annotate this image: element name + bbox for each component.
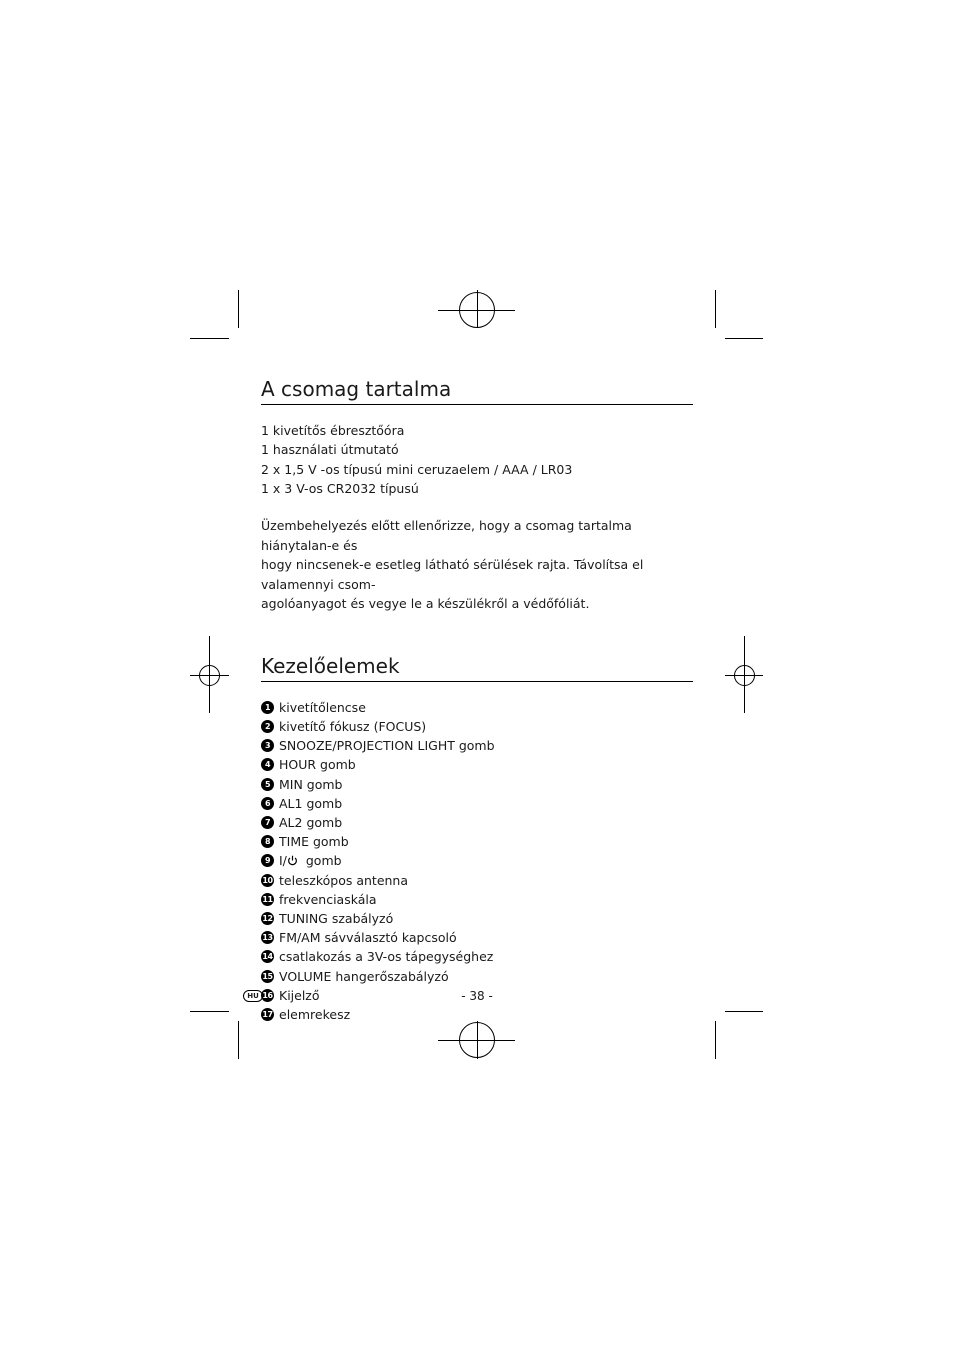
page-number: - 38 - [461, 989, 493, 1003]
crop-mark [190, 1011, 229, 1012]
item-label: SNOOZE/PROJECTION LIGHT gomb [279, 738, 495, 754]
number-badge: 4 [261, 758, 274, 771]
number-badge: 13 [262, 933, 273, 943]
list-item [261, 698, 693, 717]
number-badge: 10 [262, 875, 273, 885]
number-badge: 6 [261, 797, 274, 810]
list-item [261, 755, 693, 774]
number-badge: 15 [262, 971, 273, 981]
crop-mark [715, 290, 716, 328]
list-item: 2 x 1,5 V -os típusú mini ceruzaelem / AAA / LR03 [261, 461, 573, 477]
crop-mark [238, 1021, 239, 1059]
item-label: FM/AM sávválasztó kapcsoló [279, 930, 457, 946]
list-item [261, 909, 693, 928]
crop-mark [190, 338, 229, 339]
item-label-prefix: I/ [279, 853, 287, 869]
language-badge: HU [243, 990, 263, 1002]
list-item [261, 736, 693, 755]
item-label: kivetítőlencse [279, 699, 366, 715]
number-badge: 17 [262, 1010, 273, 1020]
number-badge: 16 [262, 990, 273, 1000]
number-badge: 2 [261, 720, 274, 733]
item-label: csatlakozás a 3V-os tápegységhez [279, 949, 494, 965]
number-badge: 3 [261, 739, 274, 752]
power-icon [287, 855, 298, 866]
item-label: TIME gomb [279, 834, 349, 850]
list-item [261, 813, 693, 832]
item-label: AL1 gomb [279, 795, 343, 811]
crop-mark [725, 1011, 763, 1012]
list-item [261, 1005, 693, 1024]
item-label: AL2 gomb [279, 814, 343, 830]
number-badge: 5 [261, 778, 274, 791]
section-title-controls: Kezelőelemek [261, 653, 693, 682]
item-label: HOUR gomb [279, 757, 356, 773]
item-label: TUNING szabályzó [279, 910, 394, 926]
list-item [261, 967, 693, 986]
list-item [261, 890, 693, 909]
crop-mark [238, 290, 239, 328]
number-badge: 7 [261, 816, 274, 829]
controls-section [261, 653, 693, 1024]
item-label: Kijelző [279, 987, 320, 1003]
list-item [261, 851, 693, 870]
list-item [261, 928, 693, 947]
list-item [261, 947, 693, 966]
number-badge: 9 [261, 854, 274, 867]
list-item: 1 használati útmutató [261, 442, 399, 458]
page-content [261, 376, 693, 1024]
number-badge: 1 [261, 701, 274, 714]
inspection-paragraph [261, 516, 693, 614]
item-label: teleszkópos antenna [279, 872, 409, 888]
package-contents-list [261, 421, 693, 498]
item-label: MIN gomb [279, 776, 343, 792]
list-item: 1 kivetítős ébresztőóra [261, 423, 405, 438]
paragraph-line: hogy nincsenek-e esetleg látható sérülések rajta. Távolítsa el valamennyi csom- [261, 557, 644, 592]
crop-mark [715, 1021, 716, 1059]
item-label: elemrekesz [279, 1006, 351, 1022]
number-badge: 14 [262, 952, 273, 962]
list-item [261, 717, 693, 736]
number-badge: 11 [262, 894, 273, 904]
item-label: VOLUME hangerőszabályzó [279, 968, 449, 984]
crop-mark [725, 338, 763, 339]
paragraph-line: Üzembehelyezés előtt ellenőrizze, hogy a csomag tartalma hiánytalan-e és [261, 518, 632, 553]
list-item [261, 832, 693, 851]
number-badge: 8 [261, 835, 274, 848]
item-label: kivetítő fókusz (FOCUS) [279, 718, 427, 734]
section-title-package-contents: A csomag tartalma [261, 376, 693, 405]
item-label: gomb [305, 853, 342, 869]
list-item: 1 x 3 V-os CR2032 típusú [261, 480, 419, 496]
controls-list [261, 698, 693, 1024]
list-item [261, 794, 693, 813]
list-item [261, 775, 693, 794]
number-badge: 12 [262, 914, 273, 924]
paragraph-line: agolóanyagot és vegye le a készülékről a védőfóliát. [261, 596, 590, 612]
item-label: frekvenciaskála [279, 891, 377, 907]
list-item [261, 871, 693, 890]
